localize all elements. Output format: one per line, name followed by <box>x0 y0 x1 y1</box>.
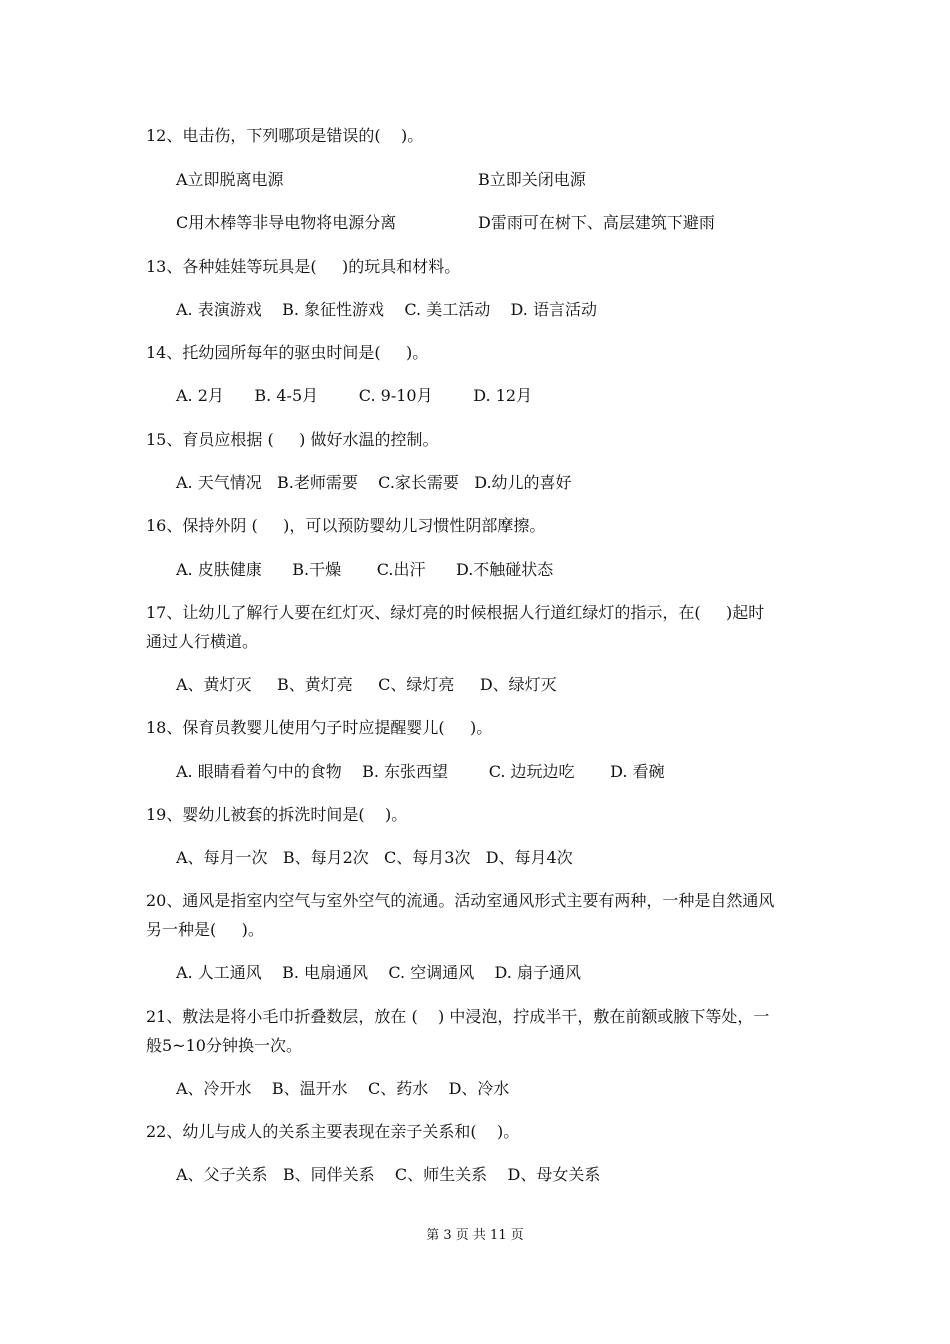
question-21-stem-line-1: 21、敷法是将小毛巾折叠数层，放在 ( ) 中浸泡，拧成半干，敷在前额或腋下等处，一 <box>146 1007 770 1026</box>
question-13-stem: 13、各种娃娃等玩具是( )的玩具和材料。 <box>146 257 461 276</box>
question-20-options: A. 人工通风 B. 电扇通风 C. 空调通风 D. 扇子通风 <box>176 963 581 982</box>
question-20-stem-line-2: 另一种是( )。 <box>146 920 264 939</box>
question-21-options: A、冷开水 B、温开水 C、药水 D、冷水 <box>176 1079 510 1098</box>
question-20-stem-line-1: 20、通风是指室内空气与室外空气的流通。活动室通风形式主要有两种，一种是自然通风 <box>146 891 775 910</box>
question-12-stem: 12、电击伤，下列哪项是错误的( )。 <box>146 126 424 145</box>
question-19-stem: 19、婴幼儿被套的拆洗时间是( )。 <box>146 805 408 824</box>
question-21-stem-line-2: 般5~10分钟换一次。 <box>146 1036 302 1055</box>
question-12-option-a: A立即脱离电源 <box>176 170 284 189</box>
question-13-options: A. 表演游戏 B. 象征性游戏 C. 美工活动 D. 语言活动 <box>176 300 597 319</box>
question-15-options: A. 天气情况 B.老师需要 C.家长需要 D.幼儿的喜好 <box>176 473 572 492</box>
question-14-options: A. 2月 B. 4-5月 C. 9-10月 D. 12月 <box>176 386 533 405</box>
question-14-stem: 14、托幼园所每年的驱虫时间是( )。 <box>146 343 429 362</box>
question-22-stem: 22、幼儿与成人的关系主要表现在亲子关系和( )。 <box>146 1122 520 1141</box>
question-17-stem-line-1: 17、让幼儿了解行人要在红灯灭、绿灯亮的时候根据人行道红绿灯的指示，在( )起时 <box>146 603 765 622</box>
question-12-option-b: B立即关闭电源 <box>478 170 586 189</box>
question-15-stem: 15、育员应根据 ( ) 做好水温的控制。 <box>146 430 439 449</box>
question-12-option-c: C用木棒等非导电物将电源分离 <box>176 213 397 232</box>
question-16-options: A. 皮肤健康 B.干燥 C.出汗 D.不触碰状态 <box>176 560 554 579</box>
question-12-option-d: D雷雨可在树下、高层建筑下避雨 <box>478 213 715 232</box>
page-number: 第 3 页 共 11 页 <box>426 1228 524 1243</box>
question-22-options: A、父子关系 B、同伴关系 C、师生关系 D、母女关系 <box>176 1165 601 1184</box>
question-19-options: A、每月一次 B、每月2次 C、每月3次 D、每月4次 <box>176 848 573 867</box>
question-18-options: A. 眼睛看着勺中的食物 B. 东张西望 C. 边玩边吃 D. 看碗 <box>176 762 665 781</box>
question-18-stem: 18、保育员教婴儿使用勺子时应提醒婴儿( )。 <box>146 718 493 737</box>
question-16-stem: 16、保持外阴 ( )，可以预防婴幼儿习惯性阴部摩擦。 <box>146 516 546 535</box>
question-17-options: A、黄灯灭 B、黄灯亮 C、绿灯亮 D、绿灯灭 <box>176 675 557 694</box>
question-17-stem-line-2: 通过人行横道。 <box>146 632 259 651</box>
